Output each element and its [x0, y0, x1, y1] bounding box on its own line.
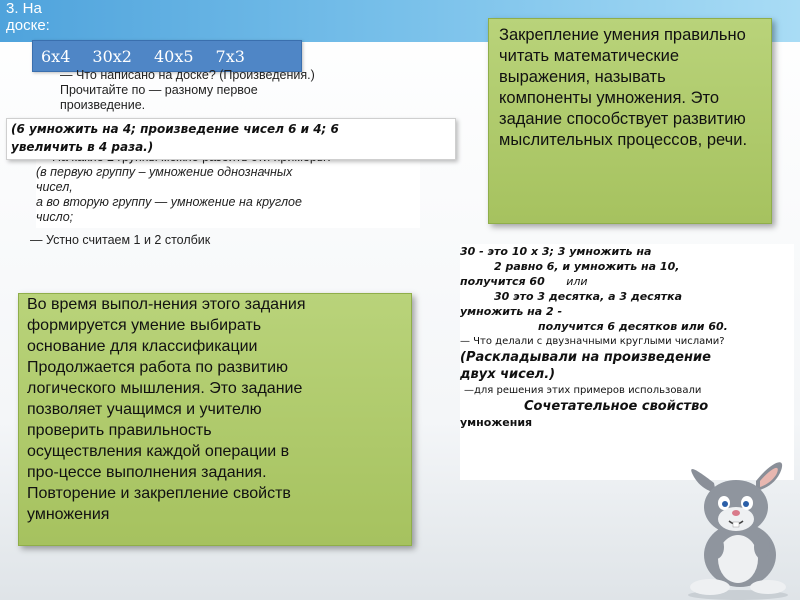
calc-line: 30 - это 10 х 3; 3 умножить на	[460, 245, 652, 258]
calc-line: —для решения этих примеров использовали	[464, 385, 702, 396]
question-line: — Что написано на доске? (Произведения.)	[60, 68, 315, 82]
answer-line: увеличить в 4 раза.)	[11, 140, 154, 154]
answer-line: (6 умножить на 4; произведение чисел 6 и 4; 6	[11, 122, 339, 136]
bunny-illustration	[676, 455, 800, 600]
bunny-right-foot	[750, 580, 786, 594]
mental-count-instruction: — Устно считаем 1 и 2 столбик	[30, 233, 211, 247]
answer-callout	[6, 118, 456, 160]
calc-line: 2 равно 6, и умножить на 10,	[494, 260, 680, 273]
goal-note-text: Закрепление умения правильно читать математические выражения, называть компоненты умножения. Это задание способствует развитию мыслительных процессов, речи.	[499, 26, 748, 149]
groups-line: чисел,	[36, 180, 73, 194]
comment-line: осуществления каждой операции в	[27, 443, 290, 460]
bunny-belly	[718, 535, 758, 583]
comment-note-box	[18, 293, 412, 546]
calc-line-group	[460, 274, 794, 289]
board-expression: 7х3	[215, 46, 245, 66]
question-block	[60, 68, 390, 113]
calc-line: 30 это 3 десятка, а 3 десятка	[494, 290, 683, 303]
bunny-left-pupil	[722, 501, 728, 507]
slide-section-label: 3. На доске:	[6, 0, 50, 34]
board-expression: 40х5	[153, 46, 194, 66]
bunny-nose	[732, 510, 740, 516]
goal-note-box	[488, 18, 772, 224]
comment-line: основание для классификации	[27, 338, 258, 355]
comment-note-text	[27, 294, 405, 525]
board-expressions	[33, 41, 301, 71]
bunny-left-arm	[708, 535, 724, 559]
calc-line: умножения	[460, 416, 533, 429]
calc-line: — Что делали с двузначными круглыми числами?	[460, 336, 725, 347]
calculation-explanation	[460, 244, 794, 480]
board-expression: 6х4	[41, 46, 71, 66]
bunny-teeth	[733, 522, 739, 527]
board-expression: 30х2	[92, 46, 132, 66]
comment-line: Во время выпол-нения этого задания	[27, 296, 306, 313]
groups-question-block	[36, 150, 420, 228]
calc-line: Сочетательное свойство	[524, 399, 709, 414]
groups-line: а во вторую группу — умножение на круглое	[36, 195, 302, 209]
comment-line: формируется умение выбирать	[27, 317, 262, 334]
calc-line: умножить на 2 -	[460, 305, 563, 318]
comment-line: логического мышления. Это задание	[27, 380, 303, 397]
calc-line: получится 6 десятков или 60.	[538, 320, 728, 333]
calc-line: (Раскладывали на произведение	[460, 350, 711, 365]
calc-line: или	[566, 275, 588, 288]
comment-line: проверить правильность	[27, 422, 212, 439]
comment-line: умножения	[27, 506, 110, 523]
comment-line: про-цессе выполнения задания.	[27, 464, 267, 481]
bunny-right-pupil	[743, 501, 749, 507]
bunny-right-arm	[754, 535, 770, 559]
comment-line: позволяет учащимся и учителю	[27, 401, 262, 418]
bunny-left-foot	[690, 579, 730, 595]
calc-line: получится 60	[460, 275, 545, 288]
calc-line: двух чисел.)	[460, 367, 556, 382]
question-line: произведение.	[60, 98, 146, 112]
comment-line: Повторение и закрепление свойств	[27, 485, 291, 502]
groups-line: (в первую группу – умножение однозначных	[36, 165, 293, 179]
comment-line: Продолжается работа по развитию	[27, 359, 289, 376]
question-line: Прочитайте по — разному первое	[60, 83, 258, 97]
groups-line: число;	[36, 210, 74, 224]
